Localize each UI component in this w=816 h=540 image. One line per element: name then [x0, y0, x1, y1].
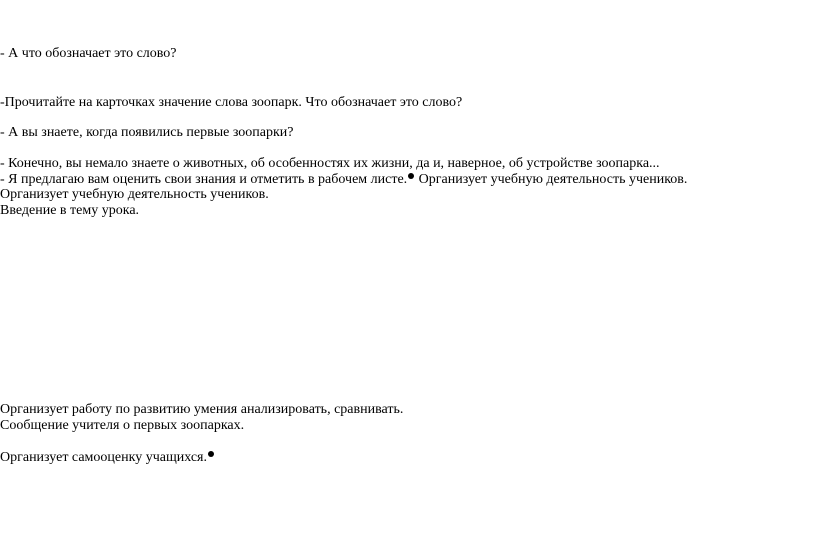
question-line-first-zoos: - А вы знаете, когда появились первые зоопарки? [0, 125, 294, 140]
lesson-intro-line: Введение в тему урока. [0, 203, 140, 218]
analysis-skill-line: Организует работу по развитию умения анализировать, сравнивать. [0, 402, 404, 417]
question-line-1: - А что обозначает это слово? [0, 46, 177, 61]
bullet-icon [208, 451, 214, 457]
teacher-message-line: Сообщение учителя о первых зоопарках. [0, 418, 245, 433]
self-assessment-text: Организует самооценку учащихся. [0, 450, 207, 465]
statement-line-animals: - Конечно, вы немало знаете о животных, об особенностях их жизни, да и, наверное, об устройстве зоопарка... [0, 156, 660, 171]
organizes-learning-inline: Организует учебную деятельность учеников. [415, 172, 688, 187]
bullet-icon [408, 173, 414, 179]
organizes-learning-line: Организует учебную деятельность учеников. [0, 187, 269, 202]
instruction-line-cards: -Прочитайте на карточках значение слова зоопарк. Что обозначает это слово? [0, 95, 463, 110]
worksheet-text: - Я предлагаю вам оценить свои знания и отметить в рабочем листе. [0, 172, 408, 187]
self-assessment-line [0, 450, 215, 466]
worksheet-line [0, 172, 687, 188]
